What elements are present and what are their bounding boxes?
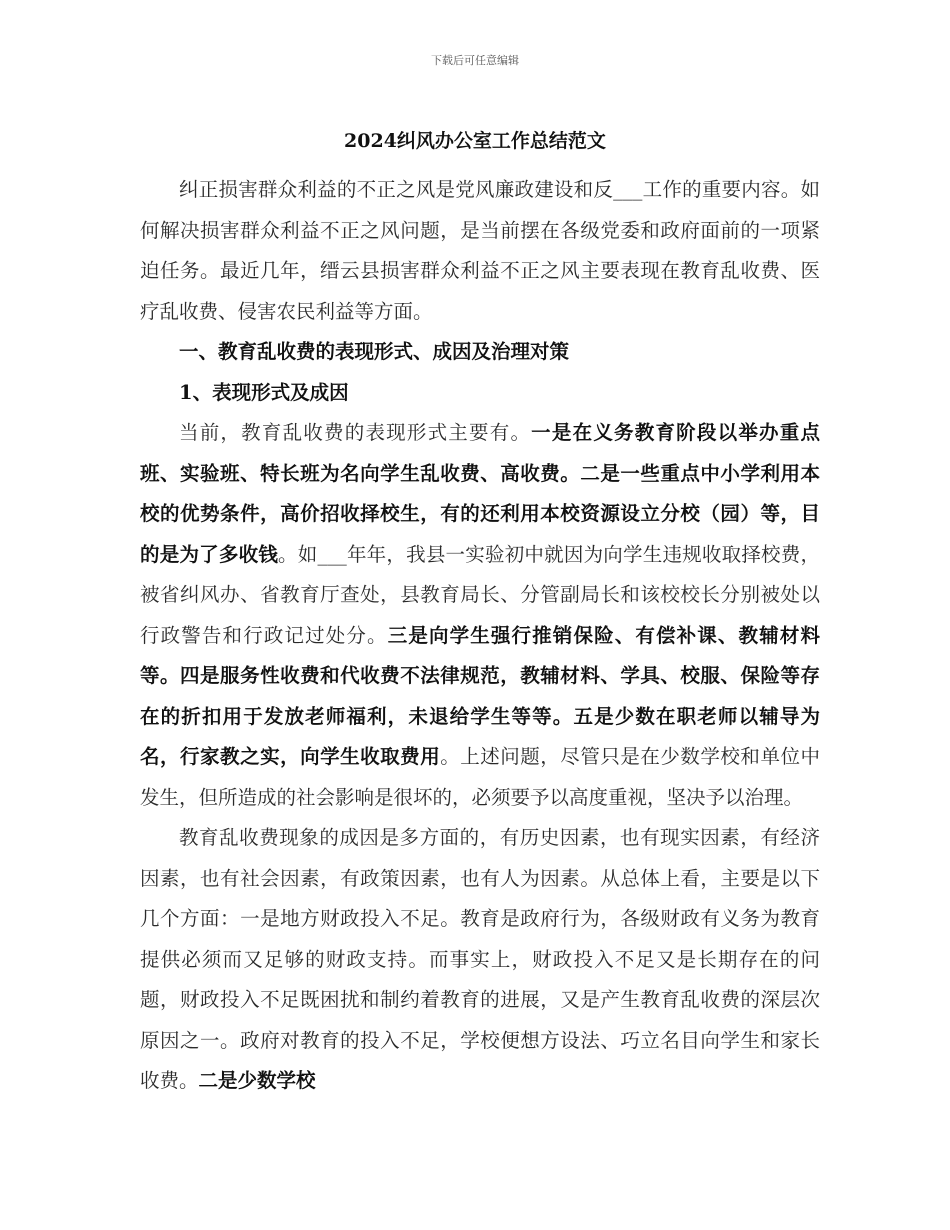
forms-paragraph [140,413,820,818]
causes-text: 教育乱收费现象的成因是多方面的，有历史因素，也有现实因素，有经济因素，也有社会因素，有政策因素，也有人为因素。从总体上看，主要是以下几个方面：一是地方财政投入不足。教育是政府行为，各级财政有义务为教育提供必须而又足够的财政支持。而事实上，财政投入不足又是长期存在的问题，财政投入不足既困扰和制约着教育的进展，又是产生教育乱收费的深层次原因之一。政府对教育的投入不足，学校便想方设法、巧立名目向学生和家长收费。 [140,826,820,1092]
causes-bold-text: 二是少数学校 [198,1069,316,1092]
forms-bold-text-2: 三是向学生强行推销保险、有偿补课、教辅材料等。四是服务性收费和代收费不法律规范，教辅材料、学具、校服、保险等存在的折扣用于发放老师福利，未退给学生等等。五是少数在职老师以辅导为名，行家教之实，向学生收取费用 [140,623,820,768]
document-title: 2024纠风办公室工作总结范文 [344,130,606,152]
forms-example-text: 。如___年年，我县一实验初中就因为向学生违规收取择校费，被省纠风办、省教育厅查处，县教育局长、分管副局长和该校校长分别被处以行政警告和行政记过处分。 [140,542,820,647]
subsection-heading: 1、表现形式及成因 [179,380,349,404]
forms-intro-text: 当前，教育乱收费的表现形式主要有。 [179,421,532,444]
causes-paragraph [140,818,820,1102]
header-note: 下载后可任意编辑 [431,54,519,67]
document-body [140,170,820,1102]
section-heading: 一、教育乱收费的表现形式、成因及治理对策 [179,340,570,363]
forms-bold-text-1: 一是在义务教育阶段以举办重点班、实验班、特长班为名向学生乱收费、高收费。二是一些重点中小学利用本校的优势条件，高价招收择校生，有的还利用本校资源设立分校（园）等，目的是为了多收钱 [140,421,820,566]
forms-conclusion-text: 。上述问题，尽管只是在少数学校和单位中发生，但所造成的社会影响是很坏的，必须要予以高度重视，坚决予以治理。 [140,745,820,809]
intro-paragraph: 纠正损害群众利益的不正之风是党风廉政建设和反___工作的重要内容。如何解决损害群众利益不正之风问题，是当前摆在各级党委和政府面前的一项紧迫任务。最近几年，缙云县损害群众利益不正之风主要表现在教育乱收费、医疗乱收费、侵害农民利益等方面。 [140,178,820,323]
